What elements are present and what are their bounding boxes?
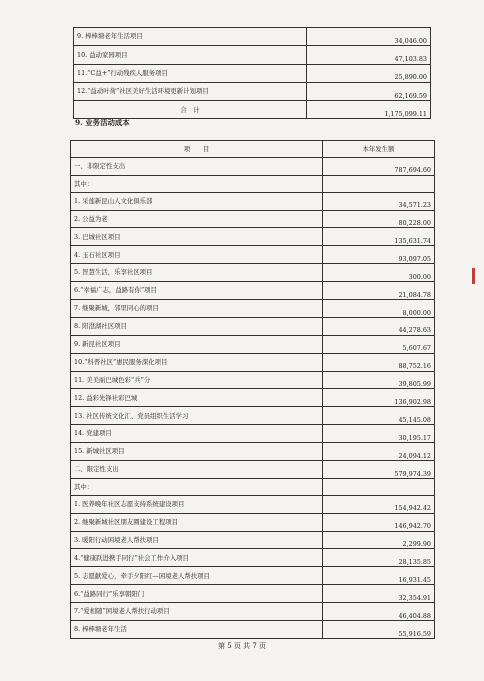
header-amount: 本年发生额 [323,141,435,158]
table-row [71,531,435,549]
unrestricted-total-row [71,157,435,175]
table-row [71,425,435,443]
table-row [71,192,435,210]
table-row [71,264,435,282]
row-item-name: 6.“幸福广志，益路有你”项目 [71,282,323,300]
row-item-name: 2. 继聚新城社区朋友圈建设工程项目 [71,513,323,531]
row-item-name: 11. 美美丽巴城色彩“兵”分 [71,371,323,389]
row-amount: 154,942.42 [323,495,435,513]
income-summary-body [74,28,431,101]
row-item-name: 10. 益动家园项目 [74,46,307,64]
unrestricted-rows [71,192,435,460]
row-amount: 25,890.00 [307,64,431,82]
table-row [74,82,431,100]
row-amount: 28,135.85 [323,549,435,567]
row-amount: 80,228.00 [323,210,435,228]
row-item-name: 14. 党建项目 [71,425,323,443]
table-row [71,210,435,228]
row-amount: 45,145.08 [323,407,435,425]
row-item-name: 6.“益路同行”乐享朝阳门 [71,585,323,603]
row-item-name: 10.“科普社区”惠民服务深化项目 [71,353,323,371]
table-row [71,371,435,389]
row-amount: 5,607.67 [323,335,435,353]
row-item-name: 7.“爱相随”困境老人帮扶行动项目 [71,603,323,621]
restricted-total-row [71,461,435,479]
table-row [71,585,435,603]
row-item-name: 3. 巴城社区项目 [71,228,323,246]
row-item-name: 8. 棒棒塘老年生活 [71,621,323,639]
table-row [71,228,435,246]
page-footer: 第 5 页 共 7 页 [217,642,267,650]
row-item-name: 2. 公益为老 [71,210,323,228]
row-item-name: 7. 继聚新城，邻里同心的项目 [71,300,323,318]
table-row [74,46,431,64]
table-row [71,621,435,639]
row-item-name: 1. 医养晚年社区志愿支持系统建设项目 [71,495,323,513]
table-row [71,335,435,353]
row-amount: 16,931.45 [323,567,435,585]
row-amount: 34,046.00 [307,28,431,46]
row-amount: 300.00 [323,264,435,282]
row-amount: 44,278.63 [323,317,435,335]
row-amount: 62,169.59 [307,82,431,100]
row-item-name: 4.“健康跃进携手同行”社会工作介入项目 [71,549,323,567]
row-item-name: 13. 社区传统文化汇、党员组织生活学习 [71,407,323,425]
row-amount: 46,404.88 [323,603,435,621]
table-row [71,353,435,371]
restricted-sub-label: 其中： [71,478,323,495]
header-item: 项 目 [71,141,323,158]
restricted-rows [71,495,435,638]
restricted-label: 二、限定性支出 [71,461,323,479]
table-row [71,317,435,335]
row-item-name: 5. 志愿献爱心，牵手夕阳红—困境老人帮扶项目 [71,567,323,585]
table-row [71,495,435,513]
unrestricted-sub-row [71,175,435,192]
row-amount: 30,195.17 [323,425,435,443]
row-amount: 2,299.90 [323,531,435,549]
restricted-amount: 579,974.39 [323,461,435,479]
table-row [71,513,435,531]
row-amount: 24,094.12 [323,443,435,461]
table-row [71,282,435,300]
row-amount: 34,571.23 [323,192,435,210]
row-item-name: 8. 阳澄湖社区项目 [71,317,323,335]
row-amount: 47,103.83 [307,46,431,64]
row-amount: 32,354.91 [323,585,435,603]
row-amount: 21,084.78 [323,282,435,300]
table-row [71,407,435,425]
total-label: 合 计 [74,101,307,119]
table-row [71,567,435,585]
row-amount: 146,942.70 [323,513,435,531]
table-row [74,28,431,46]
unrestricted-label: 一、非限定性支出 [71,157,323,175]
row-item-name: 12. 益彩先锋社彩巴城 [71,389,323,407]
table-row [71,443,435,461]
table-row [71,246,435,264]
row-amount: 39,805.99 [323,371,435,389]
unrestricted-amount: 787,694.60 [323,157,435,175]
row-amount: 8,000.00 [323,300,435,318]
table-row [71,603,435,621]
row-item-name: 9. 新昆社区项目 [71,335,323,353]
row-amount: 55,916.59 [323,621,435,639]
unrestricted-sub-label: 其中： [71,175,323,192]
row-amount: 135,631.74 [323,228,435,246]
empty-cell [323,175,435,192]
row-item-name: 9. 棒棒塘老年生活项目 [74,28,307,46]
red-ink-mark [472,268,475,284]
row-amount: 88,752.16 [323,353,435,371]
header-row [71,141,435,158]
row-item-name: 1. 采莲新昆山人文化俱乐部 [71,192,323,210]
row-item-name: 5. 智慧生活，乐享社区项目 [71,264,323,282]
row-amount: 93,097.05 [323,246,435,264]
table-row [71,389,435,407]
row-item-name: 3. 暖阳行动困境老人帮扶项目 [71,531,323,549]
income-summary-table [73,27,431,119]
activity-cost-table [70,140,435,639]
row-item-name: 15. 新城社区项目 [71,443,323,461]
empty-cell [323,478,435,495]
row-item-name: 4. 玉石社区项目 [71,246,323,264]
table-row [71,300,435,318]
table-row [74,64,431,82]
total-amount: 1,175,099.11 [307,101,431,119]
section-title: 9. 业务活动成本 [75,118,130,127]
row-amount: 136,902.98 [323,389,435,407]
row-item-name: 11.“C益+”行动残疾人服务项目 [74,64,307,82]
row-item-name: 12.“益动叶荷”社区美好生活环境更新计划项目 [74,82,307,100]
restricted-sub-row [71,478,435,495]
table-row [71,549,435,567]
